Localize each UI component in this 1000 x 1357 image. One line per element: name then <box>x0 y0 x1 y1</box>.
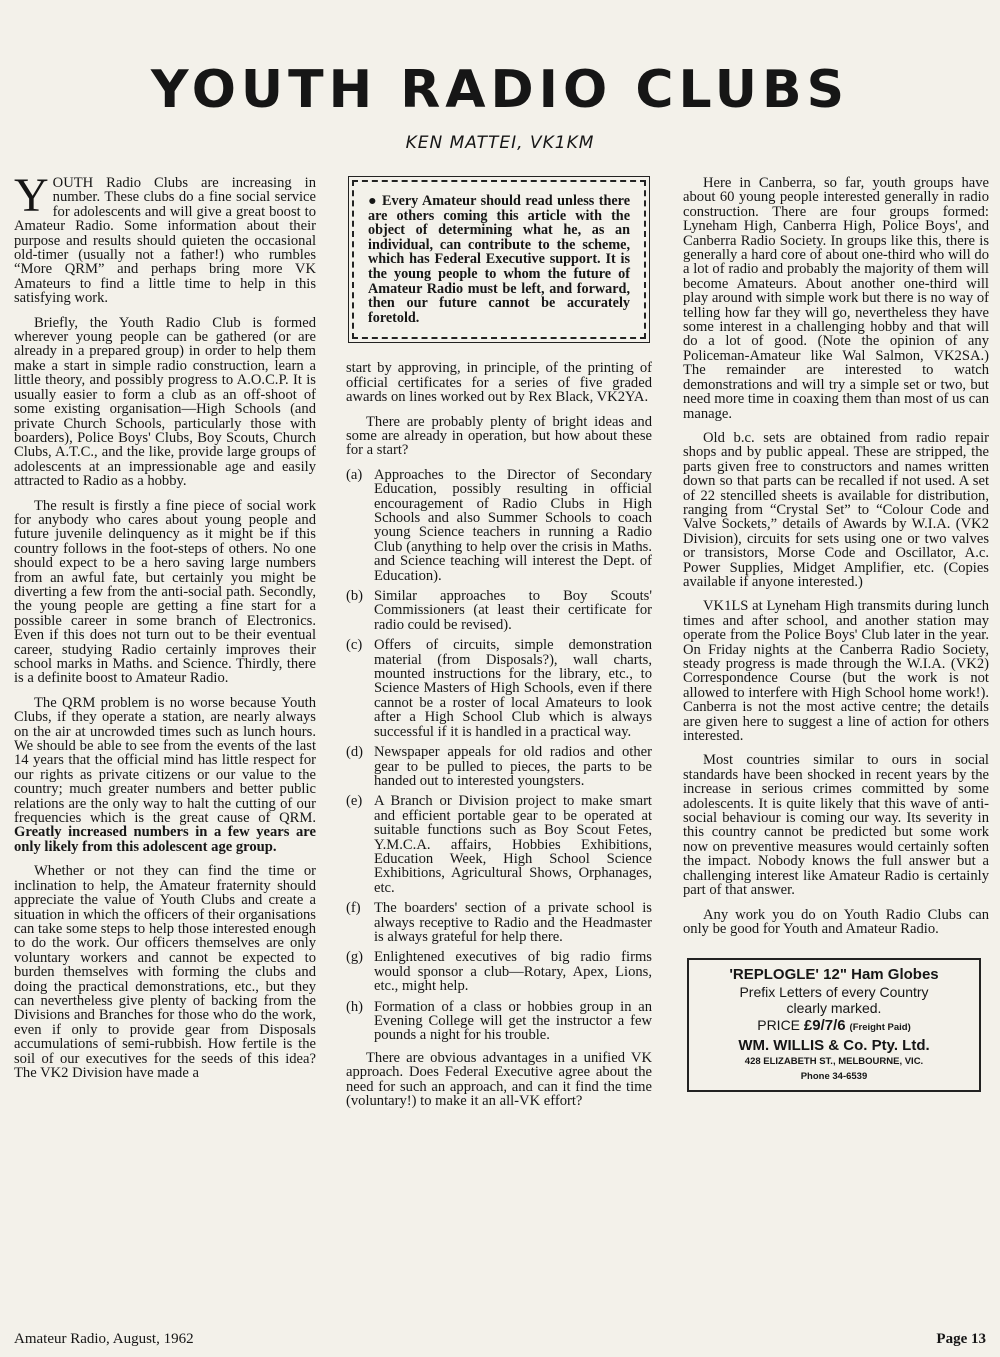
footer-page-number: Page 13 <box>936 1331 986 1347</box>
list-item: (h) Formation of a class or hobbies group in an Evening College will get the instructor a few pounds a night for his trouble. <box>346 998 652 1044</box>
suggestion-list <box>346 468 652 1043</box>
paragraph: The QRM problem is no worse because Youth Clubs, if they operate a station, are nearly always on the air at uncrowded times such as lunch hours. We should be able to see from the events of the last 14 years that the official mind has little respect for our rights as private citizens or our value to the country; much greater numbers and better public relations are the only way to halt the cutting of our frequencies which is the great cause of QRM. Greatly increased numbers in a few years are only likely from this adolescent age group. <box>14 694 316 855</box>
column-2 <box>346 176 652 1321</box>
ad-phone: Phone 34-6539 <box>800 1070 868 1082</box>
advertisement-box <box>687 958 981 1092</box>
paragraph: There are probably plenty of bright ideas and some are already in operation, but how about these for a start? <box>346 413 652 459</box>
ad-line: Prefix Letters of every Country <box>739 984 929 1001</box>
list-item: (d) Newspaper appeals for old radios and other gear to be pulled to pieces, the parts to be handed out to interested youngsters. <box>346 744 652 789</box>
emphasis-text: Greatly increased numbers in a few years are only likely from this adolescent age group. <box>14 824 316 855</box>
author-byline: KEN MATTEI, VK1KM <box>405 133 595 153</box>
column-3 <box>683 176 989 1321</box>
paragraph: Any work you do on Youth Radio Clubs can only be good for Youth and Amateur Radio. <box>683 906 989 937</box>
list-item: (b) Similar approaches to Boy Scouts' Commissioners (at least their certificate for radio could be revised). <box>346 588 652 633</box>
ad-headline: 'REPLOGLE' 12" Ham Globes <box>729 966 939 984</box>
paragraph: Whether or not they can find the time or inclination to help, the Amateur fraternity should appreciate the value of Youth Clubs and create a situation in which the officers of their organisations can take some steps to help those interested enough to do the work. Our officers themselves are only voluntary workers and cannot be expected to burden themselves with forming the clubs and doing the practical demonstrations, etc., but they can nevertheless give plenty of backing from the Divisions and Branches for those who do the work, even if only to provide gear from Disposals accumulations of semi-rubbish. How fertile is the soil of our executives for the seeds of this idea? The VK2 Division have made a <box>14 863 316 1081</box>
list-item: (g) Enlightened executives of big radio firms would sponsor a club—Rotary, Apex, Lions, etc., might help. <box>346 949 652 995</box>
ad-line: clearly marked. <box>786 1000 882 1017</box>
list-item: (e) A Branch or Division project to make smart and efficient portable gear to be operated at suitable functions such as Boy Scout Fetes, Y.M.C.A. affairs, Hobbies Exhibitions, Education Week, High School Science Exhibitions, Agricultural Shows, Orphanages, etc. <box>346 793 652 896</box>
paragraph: Old b.c. sets are obtained from radio repair shops and by public appeal. These are stripped, the parts given free to constructors and names written down so that parts can be recalled if not used. A set of 22 stencilled sheets is available for distribution, ranging from “Crystal Set” to “Colour Code and Valve Sockets,” details of Awards by W.I.A. (VK2 Division), circuits for sets using one or two valves or transistors, Morse Code and Oscillator, A.c. Power Supplies, Midget Amplifier, etc. (Copies available if anyone interested.) <box>683 429 989 590</box>
paragraph: start by approving, in principle, of the printing of official certificates for a series of five graded awards on lines worked out by Rex Black, VK2YA. <box>346 360 652 406</box>
list-item: (f) The boarders' section of a private school is always receptive to Radio and the Headmaster is always grateful for help there. <box>346 900 652 945</box>
paragraph: Briefly, the Youth Radio Club is formed wherever young people can be gathered (or are already in a prepared group) in order to help them make a start in simple radio construction, learn a little theory, and possibly progress to A.O.C.P. It is usually easier to form a club as an off-shoot of some existing organisation—High Schools (and private Church Schools, particularly those with boarders), Police Boys' Clubs, Boy Scouts, Church Clubs, A.T.C., and the like, provide large groups of adolescents at an impressionable age and easily attracted to Radio as a hobby. <box>14 314 316 490</box>
paragraph: The result is firstly a fine piece of social work for anybody who cares about young people and future juvenile delinquency as it might be if this country follows in the foot-steps of others. No one should expect to be a hero saving large numbers from an awful fate, but certainly you might be diverting a few from the anti-social path. Secondly, the young people are getting a fine start for a possible career in some branch of Electronics. Even if this does not turn out to be their eventual career, studying Radio certainly improves their school marks in Maths. and Science. Thirdly, there is a definite boost to Amateur Radio. <box>14 497 316 687</box>
ad-address: 428 ELIZABETH ST., MELBOURNE, VIC. <box>744 1056 924 1068</box>
paragraph: There are obvious advantages in a unified VK approach. Does Federal Executive agree about the need for such an approach, and can it find the time (voluntary!) to make it an all-VK effort? <box>346 1049 652 1110</box>
paragraph-intro: YOUTH Radio Clubs are increasing in number. These clubs do a fine social service for adolescents and will give a great boost to Amateur Radio. Some information about their purpose and results should quieten the occasional old-timer (usually not a father!) who rumbles “More QRM” and perhaps bring more VK Amateurs to find a little time to help in this satisfying work. <box>14 176 316 307</box>
ad-company: WM. WILLIS & Co. Pty. Ltd. <box>738 1037 930 1055</box>
paragraph: Here in Canberra, so far, youth groups have about 60 young people interested generally in radio construction. There are four groups formed: Lyneham High, Canberra High, Police Boys', and Canberra Radio Society. In groups like this, there is generally a hard core of about one-third who will do a lot of radio and probably the majority of them will become Amateurs. About another one-third will play around with simple work but there is no way of telling how far they will go, nevertheless they have some interest in a challenging hobby and that will do a lot of good. (Note the opinion of any Policeman-Amateur like Wal Salmon, VK2SA.) The remainder are interested to watch demonstrations and will try a simple set or two, but need more time in coaxing them than most of us can manage. <box>683 176 989 422</box>
callout-box: ● Every Amateur should read unless there are others coming this article with the object of determining what he, as an individual, can contribute to the scheme, which has Federal Executive support. It is the young people to whom the future of Amateur Radio must be left, and forward, then our future cannot be accurately foretold. <box>352 180 646 339</box>
column-1 <box>14 176 316 1321</box>
list-item: (a) Approaches to the Director of Secondary Education, possibly resulting in official encouragement of Radio Clubs in High Schools and also Summer Schools to coach young Science teachers in running a Radio Club (anything to help over the crisis in Maths. and Science teaching will interest the Dept. of Education). <box>346 466 652 584</box>
paragraph: VK1LS at Lyneham High transmits during lunch times and after school, and another station may operate from the Police Boys' Club later in the year. On Friday nights at the Canberra Radio Society, steady progress is made through the W.I.A. (VK2) Correspondence Course (but the work is not allowed to interfere with High School home work!). Canberra is not the most active centre; the details are given here to suggest a line of action for others interested. <box>683 598 989 745</box>
paragraph: Most countries similar to ours in social standards have been shocked in recent years by the increase in serious crimes committed by some adolescents. It is quite likely that this wave of anti-social behaviour is coming our way. Its severity in this country cannot be predicted but some work now on preventive measures would certainly soften the impact. Nobody knows the full answer but a challenging interest like Amateur Radio is certainly part of that answer. <box>683 752 989 899</box>
footer-publication: Amateur Radio, August, 1962 <box>14 1331 194 1347</box>
article-title: YOUTH RADIO CLUBS <box>150 60 850 120</box>
ad-price: PRICE £9/7/6 (Freight Paid) <box>757 1017 911 1035</box>
drop-cap: Y <box>14 176 49 222</box>
list-item: (c) Offers of circuits, simple demonstration material (from Disposals?), wall charts, mounted instructions for the library, etc., to Science Masters of High Schools, even if there cannot be a roster of local Amateurs to look after a High School Club which is always successful if it is handled in a practical way. <box>346 637 652 740</box>
